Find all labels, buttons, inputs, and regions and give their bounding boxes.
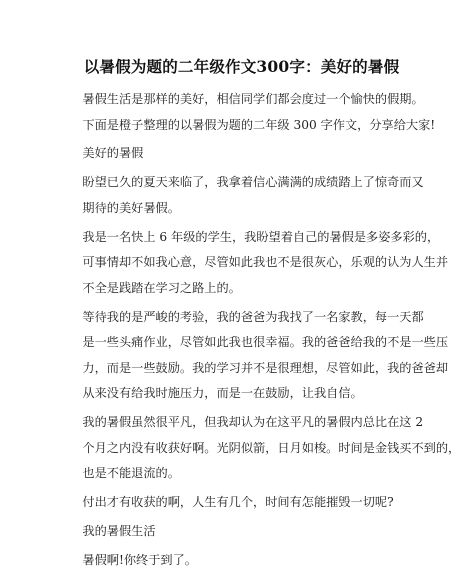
- paragraph: [58, 87, 436, 138]
- document-body: [58, 87, 461, 573]
- text-line: 我的暑假生活: [82, 523, 156, 538]
- text-line: 不全是践踏在学习之路上的。: [82, 280, 241, 295]
- document-title: 以暑假为题的二年级作文300字：美好的暑假: [83, 57, 400, 76]
- paragraph: [58, 225, 449, 302]
- paragraph: [58, 548, 425, 573]
- paragraph: [58, 141, 425, 167]
- text-line: 付出才有收获的啊，人生有几个，时间有怎能摧毁一切呢?: [82, 495, 394, 510]
- paragraph: [58, 490, 425, 516]
- text-line: 也是不能退流的。: [82, 466, 180, 481]
- text-line: 暑假啊!你终于到了。: [82, 552, 197, 567]
- text-line: 美好的暑假: [82, 146, 144, 161]
- paragraph: [58, 519, 425, 545]
- paragraph: [58, 170, 425, 221]
- paragraph: [58, 305, 449, 407]
- text-line: 暑假生活是那样的美好，相信同学们都会度过一个愉快的假期。: [82, 92, 424, 106]
- text-line: 力，而是一些鼓励。我的学习并不是很理想，尽管如此，我的爸爸却: [82, 360, 449, 375]
- text-line: 我是一名快上 6 年级的学生，我盼望着自己的暑假是多姿多彩的，: [82, 229, 440, 244]
- text-line: 是一些头痛作业，尽管如此我也很幸福。我的爸爸给我的不是一些压: [82, 335, 449, 350]
- text-line: 我的暑假虽然很平凡，但我却认为在这平凡的暑假内总比在这 2: [82, 415, 424, 430]
- text-line: 个月之内没有收获好啊。光阴似箭，日月如梭。时间是金钱买不到的，: [82, 440, 461, 455]
- text-line: 从来没有给我时施压力，而是一在鼓励，让我自信。: [82, 386, 363, 401]
- text-line: 等待我的是严峻的考验，我的爸爸为我找了一名家教，每一天都: [82, 309, 424, 324]
- text-line: 盼望已久的夏天来临了，我拿着信心满满的成绩踏上了惊奇而又: [82, 175, 424, 190]
- text-line: 下面是橙子整理的以暑假为题的二年级 300 字作文，分享给大家!: [82, 117, 436, 132]
- paragraph: [58, 410, 461, 487]
- text-line: 可事情却不如我心意，尽管如此我也不是很灰心，乐观的认为人生并: [82, 255, 449, 270]
- text-line: 期待的美好暑假。: [82, 200, 180, 215]
